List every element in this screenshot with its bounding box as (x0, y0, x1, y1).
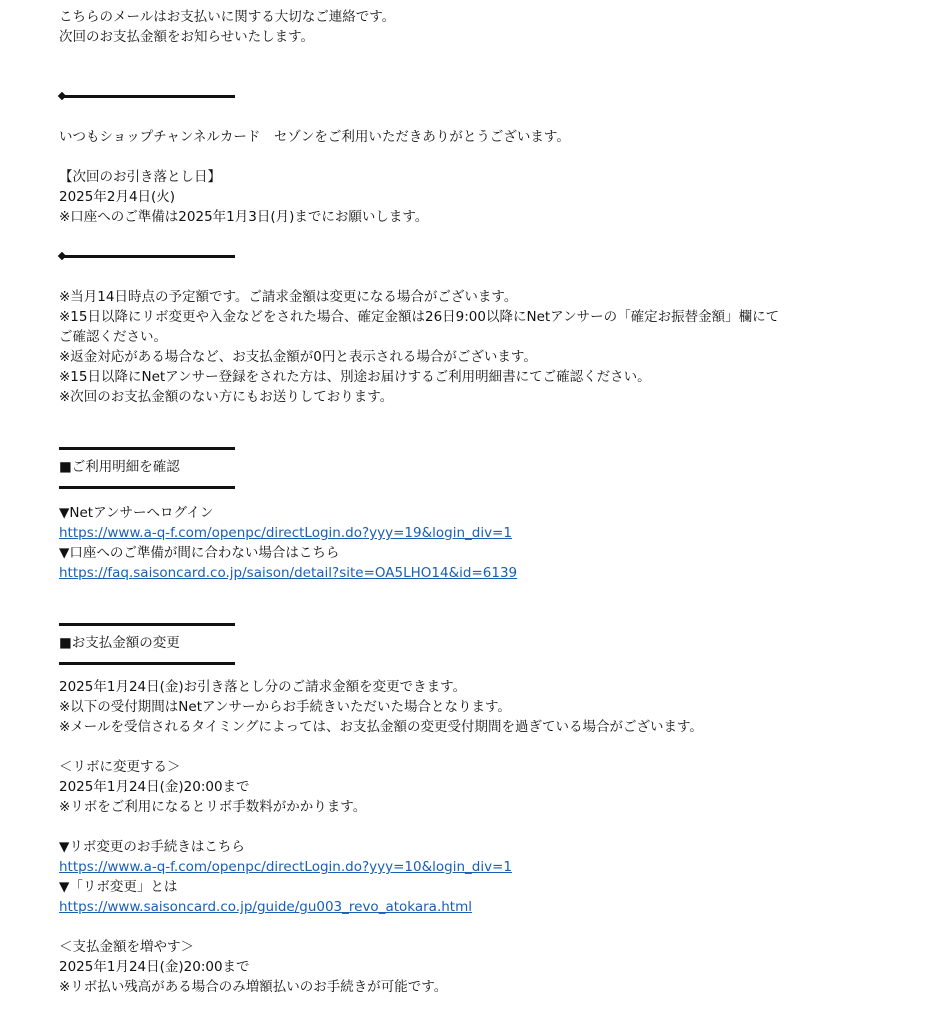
debit-heading: 【次回のお引き落とし日】 (59, 169, 221, 185)
faq-link[interactable]: https://faq.saisoncard.co.jp/saison/detail?site=OA5LHO14&id=6139 (59, 565, 518, 581)
change-line-1: 2025年1月24日(金)お引き落とし分のご請求金額を変更できます。 (59, 679, 467, 695)
revo-note: ※リボをご利用になるとリボ手数料がかかります。 (59, 799, 367, 815)
revo-heading: ＜リボに変更する＞ (59, 759, 181, 775)
login-label: ▼Netアンサーへログイン (59, 505, 214, 521)
note-line: ※15日以降にNetアンサー登録をされた方は、別途お届けするご利用明細書にてご確認ください。 (59, 369, 651, 385)
revo-about-label: ▼「リボ変更」とは (59, 879, 178, 895)
change-section-title: ■お支払金額の変更 (59, 635, 180, 651)
intro-line-2: 次回のお支払金額をお知らせいたします。 (59, 29, 315, 45)
increase-note: ※リボ払い残高がある場合のみ増額払いのお手続きが可能です。 (59, 979, 448, 995)
faq-label: ▼口座へのご準備が間に合わない場合はこちら (59, 545, 340, 561)
note-line: ※返金対応がある場合など、お支払金額が0円と表示される場合がございます。 (59, 349, 537, 365)
diamond-divider-1 (59, 87, 919, 107)
statement-section-title: ■ご利用明細を確認 (59, 459, 180, 475)
change-line-3: ※メールを受信されるタイミングによっては、お支払金額の変更受付期間を過ぎている場合がございます。 (59, 719, 703, 735)
revo-proc-label: ▼リボ変更のお手続きはこちら (59, 839, 245, 855)
change-line-2: ※以下の受付期間はNetアンサーからお手続きいただいた場合となります。 (59, 699, 511, 715)
debit-date: 2025年2月4日(火) (59, 189, 176, 205)
statement-section-header (59, 447, 919, 491)
netanswer-login-link[interactable]: https://www.a-q-f.com/openpc/directLogin.do?yyy=19&login_div=1 (59, 525, 512, 541)
increase-deadline: 2025年1月24日(金)20:00まで (59, 959, 250, 975)
email-body (59, 7, 919, 997)
revo-about-link[interactable]: https://www.saisoncard.co.jp/guide/gu003_revo_atokara.html (59, 899, 472, 915)
revo-procedure-link[interactable]: https://www.a-q-f.com/openpc/directLogin.do?yyy=10&login_div=1 (59, 859, 512, 875)
change-section-header (59, 623, 919, 667)
note-line: ご確認ください。 (59, 329, 167, 345)
revo-deadline: 2025年1月24日(金)20:00まで (59, 779, 250, 795)
thanks-text: いつもショップチャンネルカード セゾンをご利用いただきありがとうございます。 (59, 129, 570, 145)
increase-heading: ＜支払金額を増やす＞ (59, 939, 194, 955)
note-line: ※15日以降にリボ変更や入金などをされた場合、確定金額は26日9:00以降にNetアンサーの「確定お振替金額」欄にて (59, 309, 780, 325)
intro-line-1: こちらのメールはお支払いに関する大切なご連絡です。 (59, 9, 396, 25)
diamond-divider-2 (59, 247, 919, 267)
debit-prep-note: ※口座へのご準備は2025年1月3日(月)までにお願いします。 (59, 209, 429, 225)
note-line: ※当月14日時点の予定額です。ご請求金額は変更になる場合がございます。 (59, 289, 518, 305)
note-line: ※次回のお支払金額のない方にもお送りしております。 (59, 389, 394, 405)
